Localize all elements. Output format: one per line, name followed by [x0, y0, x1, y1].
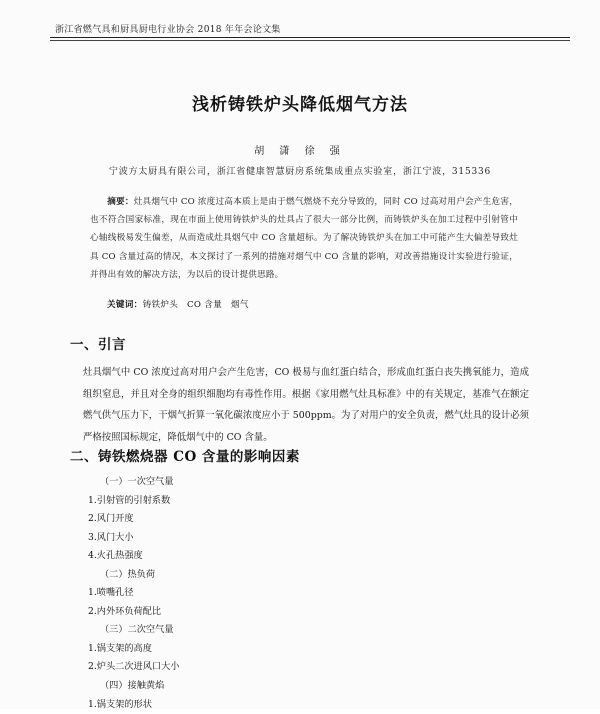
section-heading-co-factors: 二、铸铁燃烧器 CO 含量的影响因素 — [70, 449, 300, 465]
running-head: 浙江省燃气具和厨具厨电行业协会 2018 年年会论文集 — [55, 25, 281, 35]
outline-list-item: 1.喷嘴孔径 — [88, 587, 134, 599]
keywords — [107, 298, 249, 310]
outline-subsection-heading: （三）二次空气量 — [100, 624, 174, 636]
article-affiliation: 宁波方太厨具有限公司，浙江省健康智慧厨房系统集成重点实验室，浙江宁波，315336 — [108, 167, 492, 177]
article-authors: 胡 潇 徐 强 — [254, 146, 346, 157]
section-paragraph-introduction: 灶具烟气中 CO 浓度过高对用户会产生危害，CO 极易与血红蛋白结合，形成血红蛋白丧失携氧能力，造成组织窒息，并且对全身的组织细胞均有毒性作用。根据《家用燃气灶具标准》中的有关规定，基准气在额定燃气供气压力下，干烟气折算一氧化碳浓度应小于 500ppm。为了对用户的安全负责，燃气灶具的设计必须严格按照国标规定，降低烟气中的 CO 含量。 — [83, 367, 529, 443]
keywords-label: 关键词： — [107, 300, 143, 310]
abstract-label: 摘要： — [107, 197, 134, 207]
outline-subsection-heading: （二）热负荷 — [100, 568, 156, 580]
header-rule-thin — [50, 40, 570, 41]
outline-list-item: 2.炉头二次进风口大小 — [88, 661, 180, 673]
outline-subsection-heading: （一）一次空气量 — [100, 476, 174, 487]
section-heading-introduction: 一、引言 — [70, 337, 126, 353]
outline-list-item: 1.锅支架的高度 — [88, 642, 152, 654]
keywords-text: 铸铁炉头 CO 含量 烟气 — [142, 300, 249, 310]
outline-list-item: 2.风门开度 — [88, 513, 134, 525]
outline-list-item: 3.风门大小 — [88, 531, 134, 543]
outline-list-item: 1.锅支架的形状 — [88, 698, 152, 710]
outline-list-item: 1.引射管的引射系数 — [88, 494, 171, 506]
article-title: 浅析铸铁炉头降低烟气方法 — [192, 95, 408, 115]
abstract-text: 灶具烟气中 CO 浓度过高本质上是由于燃气燃烧不充分导致的，同时 CO 过高对用户会产生危害，也不符合国家标准，现在市面上使用铸铁炉头的灶具占了很大一部分比例，而铸铁炉头在加工过程中引射管中心轴线极易发生偏差，从而造成灶具烟气中 CO 含量超标。为了解决铸铁炉头在加工中可能产生大偏差导致灶具 CO 含量过高的情况，本文探讨了一系列的措施对烟气中 CO 含量的影响，对改善措施设计实验进行验证，并得出有效的解决方法，为以后的设计提供思路。 — [90, 197, 518, 280]
header-rule — [50, 37, 570, 38]
factor-outline-list — [88, 473, 388, 714]
outline-list-item: 4.火孔热强度 — [88, 550, 143, 562]
abstract — [90, 193, 518, 284]
outline-list-item: 2.内外环负荷配比 — [88, 605, 162, 617]
outline-subsection-heading: （四）接触黄焰 — [100, 680, 165, 692]
